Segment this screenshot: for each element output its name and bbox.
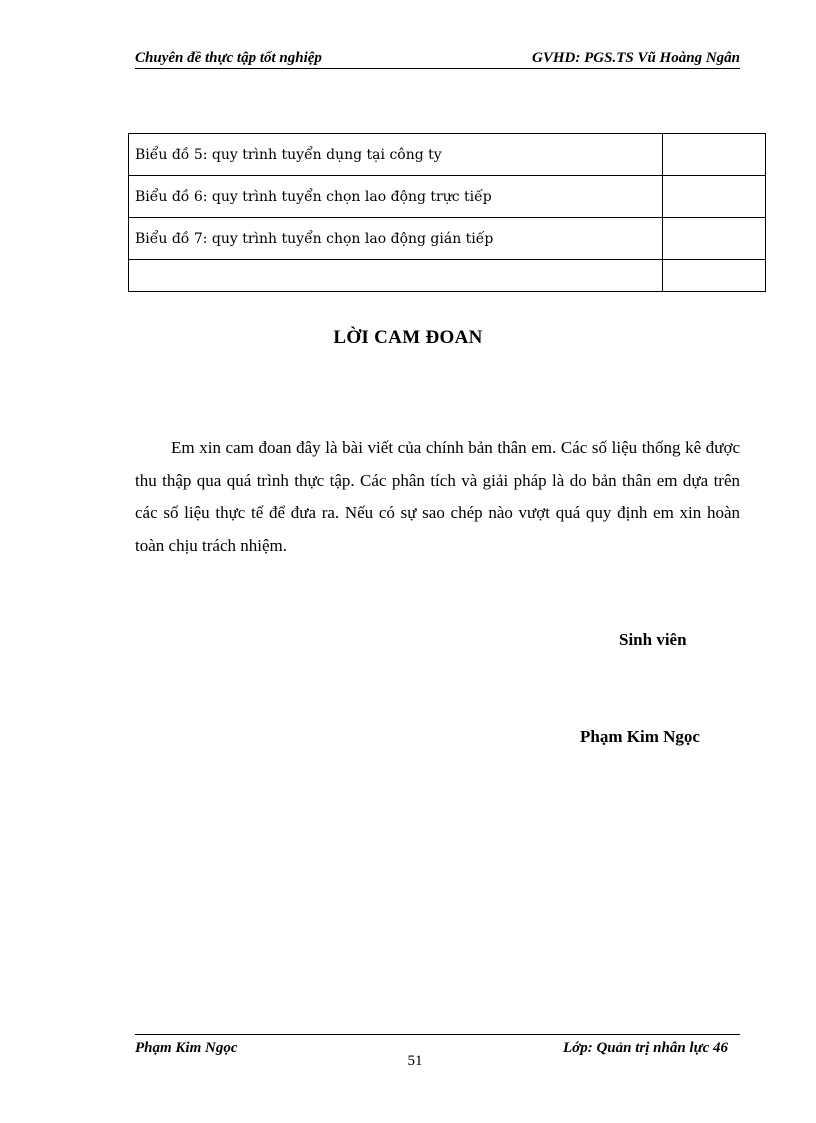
footer-author: Phạm Kim Ngọc	[135, 1040, 238, 1056]
table-row	[129, 218, 766, 260]
commitment-body	[135, 432, 740, 562]
table-row	[129, 134, 766, 176]
page-number: 51	[407, 1053, 423, 1069]
footer-rule	[135, 1034, 740, 1035]
header-document-title: Chuyên đề thực tập tốt nghiệp	[135, 50, 322, 66]
figure-label: Biểu đồ 5: quy trình tuyển dụng tại công ty	[129, 134, 663, 176]
figure-label: Biểu đồ 6: quy trình tuyển chọn lao động trực tiếp	[129, 176, 663, 218]
header-advisor: GVHD: PGS.TS Vũ Hoàng Ngân	[532, 50, 740, 66]
figure-list-table	[128, 133, 766, 292]
commitment-paragraph: Em xin cam đoan đây là bài viết của chính bản thân em. Các số liệu thống kê được thu thập qua quá trình thực tập. Các phân tích và giải pháp là do bản thân em dựa trên các số liệu thực tế để đưa ra. Nếu có sự sao chép nào vượt quá quy định em xin hoàn toàn chịu trách nhiệm.	[135, 438, 740, 555]
table-row	[129, 260, 766, 292]
table-row	[129, 176, 766, 218]
figure-page	[663, 176, 766, 218]
figure-page	[663, 134, 766, 176]
footer-class: Lớp: Quản trị nhân lực 46	[563, 1040, 728, 1056]
figure-label	[129, 260, 663, 292]
signature-name: Phạm Kim Ngọc	[580, 727, 700, 746]
signature-role: Sinh viên	[619, 630, 687, 649]
page-header	[135, 48, 740, 69]
figure-label: Biểu đồ 7: quy trình tuyển chọn lao động gián tiếp	[129, 218, 663, 260]
section-title: LỜI CAM ĐOAN	[333, 327, 483, 348]
figure-page	[663, 218, 766, 260]
figure-page	[663, 260, 766, 292]
